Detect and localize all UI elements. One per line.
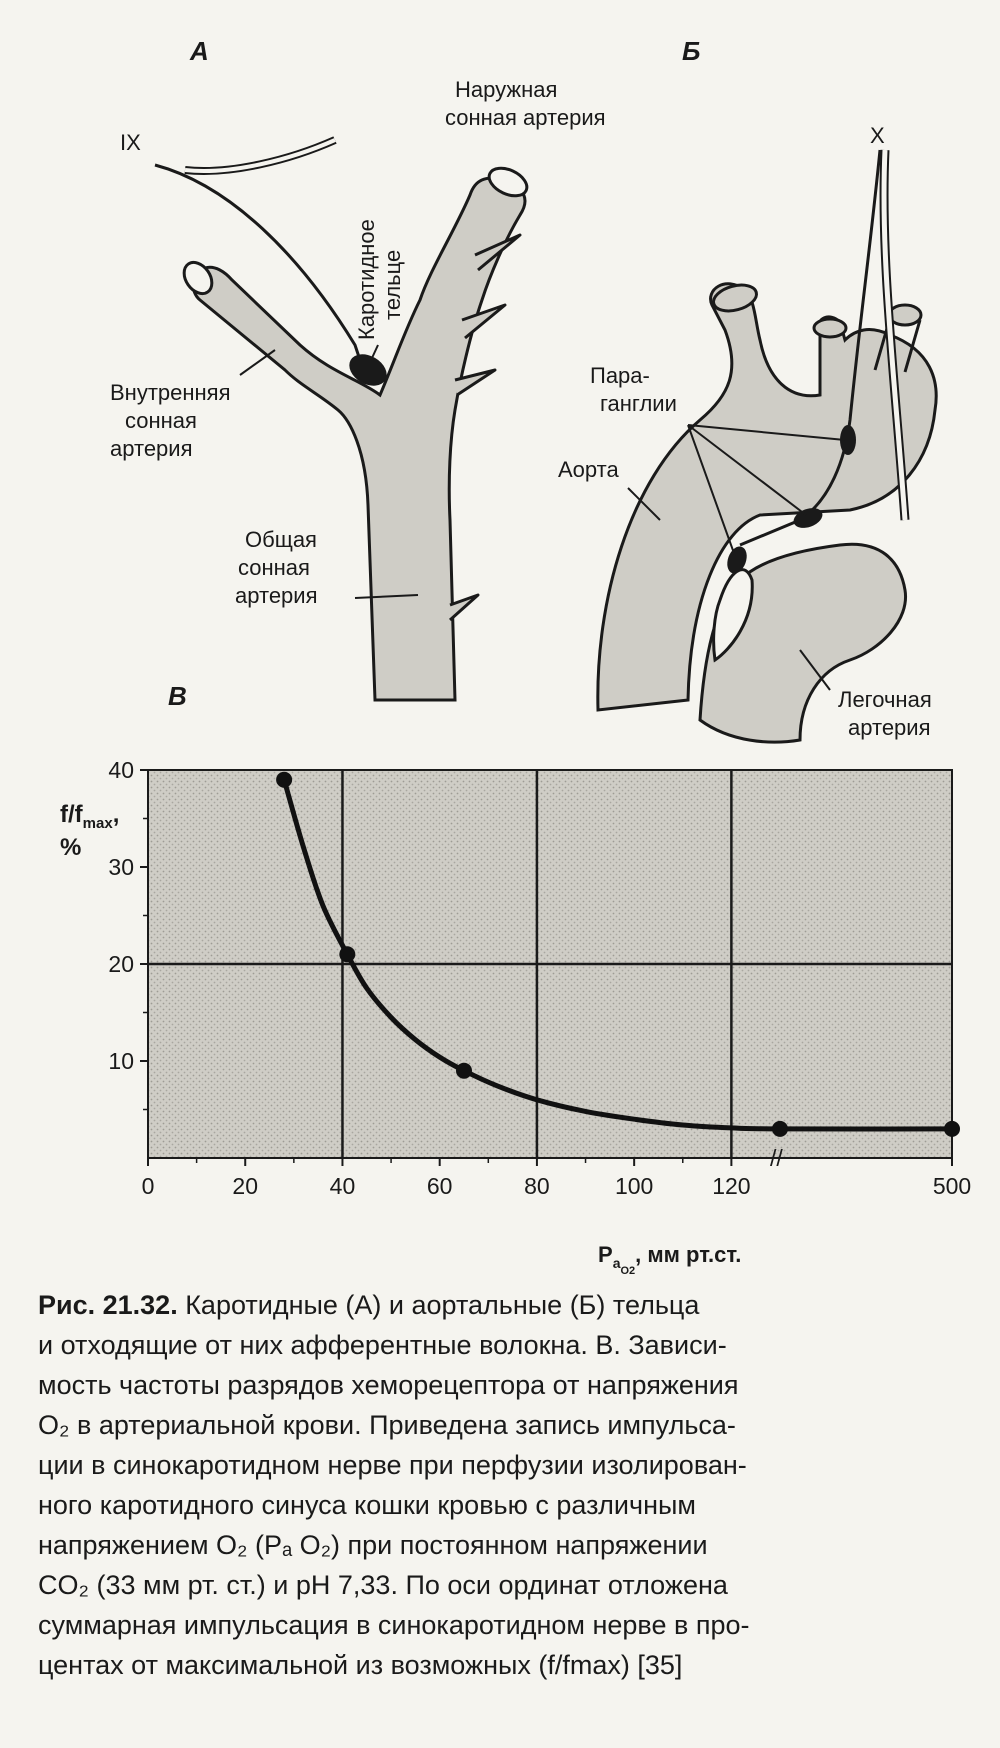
internal-artery-label-1: Внутренняя <box>110 380 231 405</box>
x-nerve-label: X <box>870 123 885 148</box>
x-tick-label: 60 <box>426 1173 453 1199</box>
caption-line: CO₂ (33 мм рт. ст.) и pH 7,33. По оси ординат отложена <box>38 1570 728 1600</box>
y-tick-label: 40 <box>108 757 134 783</box>
caption-line: ции в синокаротидном нерве при перфузии изолирован- <box>38 1450 747 1480</box>
caption-line: ного каротидного синуса кошки кровью с различным <box>38 1490 696 1520</box>
caption-line: Рис. 21.32. Каротидные (А) и аортальные (Б) тельца <box>38 1290 700 1320</box>
data-point <box>772 1121 788 1137</box>
common-artery-label-2: сонная <box>238 555 310 580</box>
paraganglia-label-1: Пара- <box>590 363 650 388</box>
data-point <box>339 946 355 962</box>
x-axis-label-main: P <box>598 1242 613 1267</box>
x-tick-label: 0 <box>141 1173 155 1199</box>
x-tick-label: 500 <box>932 1173 972 1199</box>
x-tick-label: 40 <box>329 1173 356 1199</box>
aorta-vessel-2-lumen <box>814 319 846 337</box>
internal-artery-label-2: сонная <box>125 408 197 433</box>
data-point <box>944 1121 960 1137</box>
external-artery-label-2: сонная артерия <box>445 105 606 130</box>
x-tick-label: 20 <box>232 1173 259 1199</box>
figure-caption <box>38 1285 968 1685</box>
x-tick-label: 100 <box>614 1173 654 1199</box>
caption-line: и отходящие от них афферентные волокна. В. Зависи- <box>38 1330 727 1360</box>
panel-v-chart <box>60 681 971 1277</box>
panel-b-letter: Б <box>682 36 701 66</box>
y-axis-unit: % <box>60 834 82 861</box>
caption-line: суммарная импульсация в синокаротидном нерве в про- <box>38 1610 750 1640</box>
carotid-body-pointer <box>372 345 378 358</box>
panel-a-carotid <box>110 36 606 700</box>
common-artery-label-3: артерия <box>235 583 318 608</box>
data-point <box>276 772 292 788</box>
x-axis-label-sub1: a <box>612 1255 621 1271</box>
x-axis-break: // <box>770 1145 783 1171</box>
panel-a-letter: А <box>190 36 209 66</box>
y-tick-label: 30 <box>108 854 134 880</box>
caption-line: напряжением O₂ (Pₐ O₂) при постоянном напряжении <box>38 1530 708 1560</box>
x-tick-label: 80 <box>524 1173 550 1199</box>
caption-line: O₂ в артериальной крови. Приведена запись импульса- <box>38 1410 736 1440</box>
common-artery-label-1: Общая <box>245 527 317 552</box>
carotid-body-label-2: тельце <box>380 249 405 320</box>
ix-nerve-branch-core <box>185 140 335 171</box>
x-axis-label-sub2: O2 <box>620 1265 636 1277</box>
y-tick-label: 10 <box>108 1048 134 1074</box>
panel-b-aortic <box>558 36 936 742</box>
caption-line: центах от максимальной из возможных (f/fmax) [35] <box>38 1650 683 1680</box>
carotid-body-label-1: Каротидное <box>354 219 379 340</box>
data-point <box>456 1063 472 1079</box>
caption-line: мость частоты разрядов хеморецептора от напряжения <box>38 1370 739 1400</box>
ix-nerve-label: IX <box>120 130 141 155</box>
x-axis-label <box>598 1242 741 1277</box>
caption-figure-number: Рис. 21.32. <box>38 1290 178 1320</box>
internal-artery-pointer <box>240 350 275 375</box>
internal-artery-label-3: артерия <box>110 436 193 461</box>
pulmonary-label-1: Легочная <box>838 687 932 712</box>
external-artery-label-1: Наружная <box>455 77 558 102</box>
x-tick-label: 120 <box>712 1173 751 1199</box>
y-axis-label-main: f/f <box>60 801 83 828</box>
y-axis-label: $f/f_{max}$, <box>60 801 120 832</box>
x-tick-labels <box>142 1158 972 1199</box>
x-axis-unit: , мм рт.ст. <box>635 1242 742 1267</box>
aorta-label: Аорта <box>558 457 619 482</box>
chart-panel-letter: В <box>168 681 187 711</box>
pulmonary-label-2: артерия <box>848 715 931 740</box>
paraganglia-label-2: ганглии <box>600 391 677 416</box>
y-axis-label-sub: max <box>82 815 113 832</box>
y-tick-label: 20 <box>108 951 134 977</box>
